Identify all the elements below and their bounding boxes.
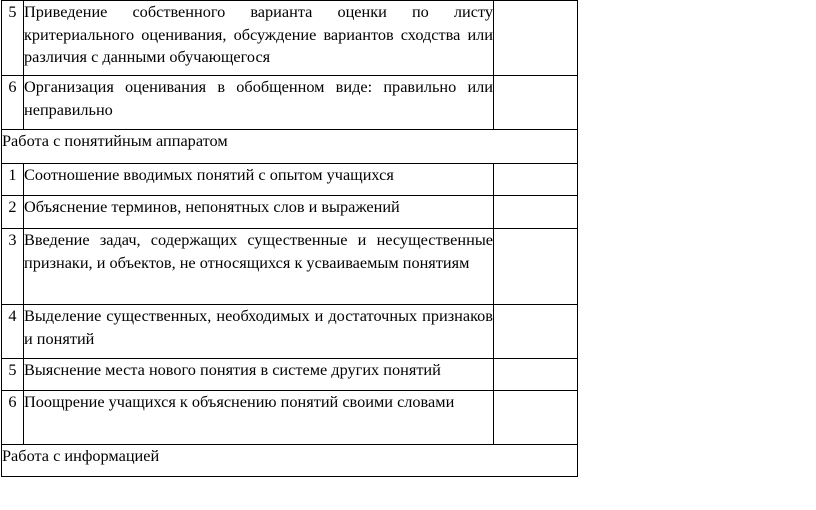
row-text: Приведение собственного варианта оценки по листу критериального оценивания, обсуждение вариантов сходства или различия с данными обучающегося	[24, 1, 494, 76]
row-number: 6	[2, 391, 24, 445]
section-header-row	[2, 445, 578, 477]
row-number: 1	[2, 164, 24, 196]
row-number: 6	[2, 76, 24, 130]
score-cell	[494, 229, 578, 305]
row-number: 4	[2, 305, 24, 359]
row-text: Поощрение учащихся к объяснению понятий своими словами	[24, 391, 494, 445]
row-text: Организация оценивания в обобщенном виде: правильно или неправильно	[24, 76, 494, 130]
row-text: Выделение существенных, необходимых и достаточных признаков и понятий	[24, 305, 494, 359]
table-row	[2, 196, 578, 229]
score-cell	[494, 305, 578, 359]
row-text: Объяснение терминов, непонятных слов и выражений	[24, 196, 494, 229]
table-row	[2, 229, 578, 305]
table-row	[2, 1, 578, 76]
section-title: Работа с информацией	[2, 445, 578, 477]
score-cell	[494, 164, 578, 196]
row-text: Соотношение вводимых понятий с опытом учащихся	[24, 164, 494, 196]
section-title: Работа с понятийным аппаратом	[2, 130, 578, 164]
score-cell	[494, 76, 578, 130]
section-header-row	[2, 130, 578, 164]
score-cell	[494, 196, 578, 229]
criteria-table	[1, 0, 578, 477]
row-number: 3	[2, 229, 24, 305]
score-cell	[494, 391, 578, 445]
table-row	[2, 305, 578, 359]
row-number: 5	[2, 359, 24, 391]
table-row	[2, 76, 578, 130]
row-text: Выяснение места нового понятия в системе других понятий	[24, 359, 494, 391]
table-row	[2, 164, 578, 196]
table-row	[2, 359, 578, 391]
row-text: Введение задач, содержащих существенные и несущественные признаки, и объектов, не относящихся к усваиваемым понятиям	[24, 229, 494, 305]
row-number: 5	[2, 1, 24, 76]
row-number: 2	[2, 196, 24, 229]
score-cell	[494, 1, 578, 76]
table-row	[2, 391, 578, 445]
score-cell	[494, 359, 578, 391]
